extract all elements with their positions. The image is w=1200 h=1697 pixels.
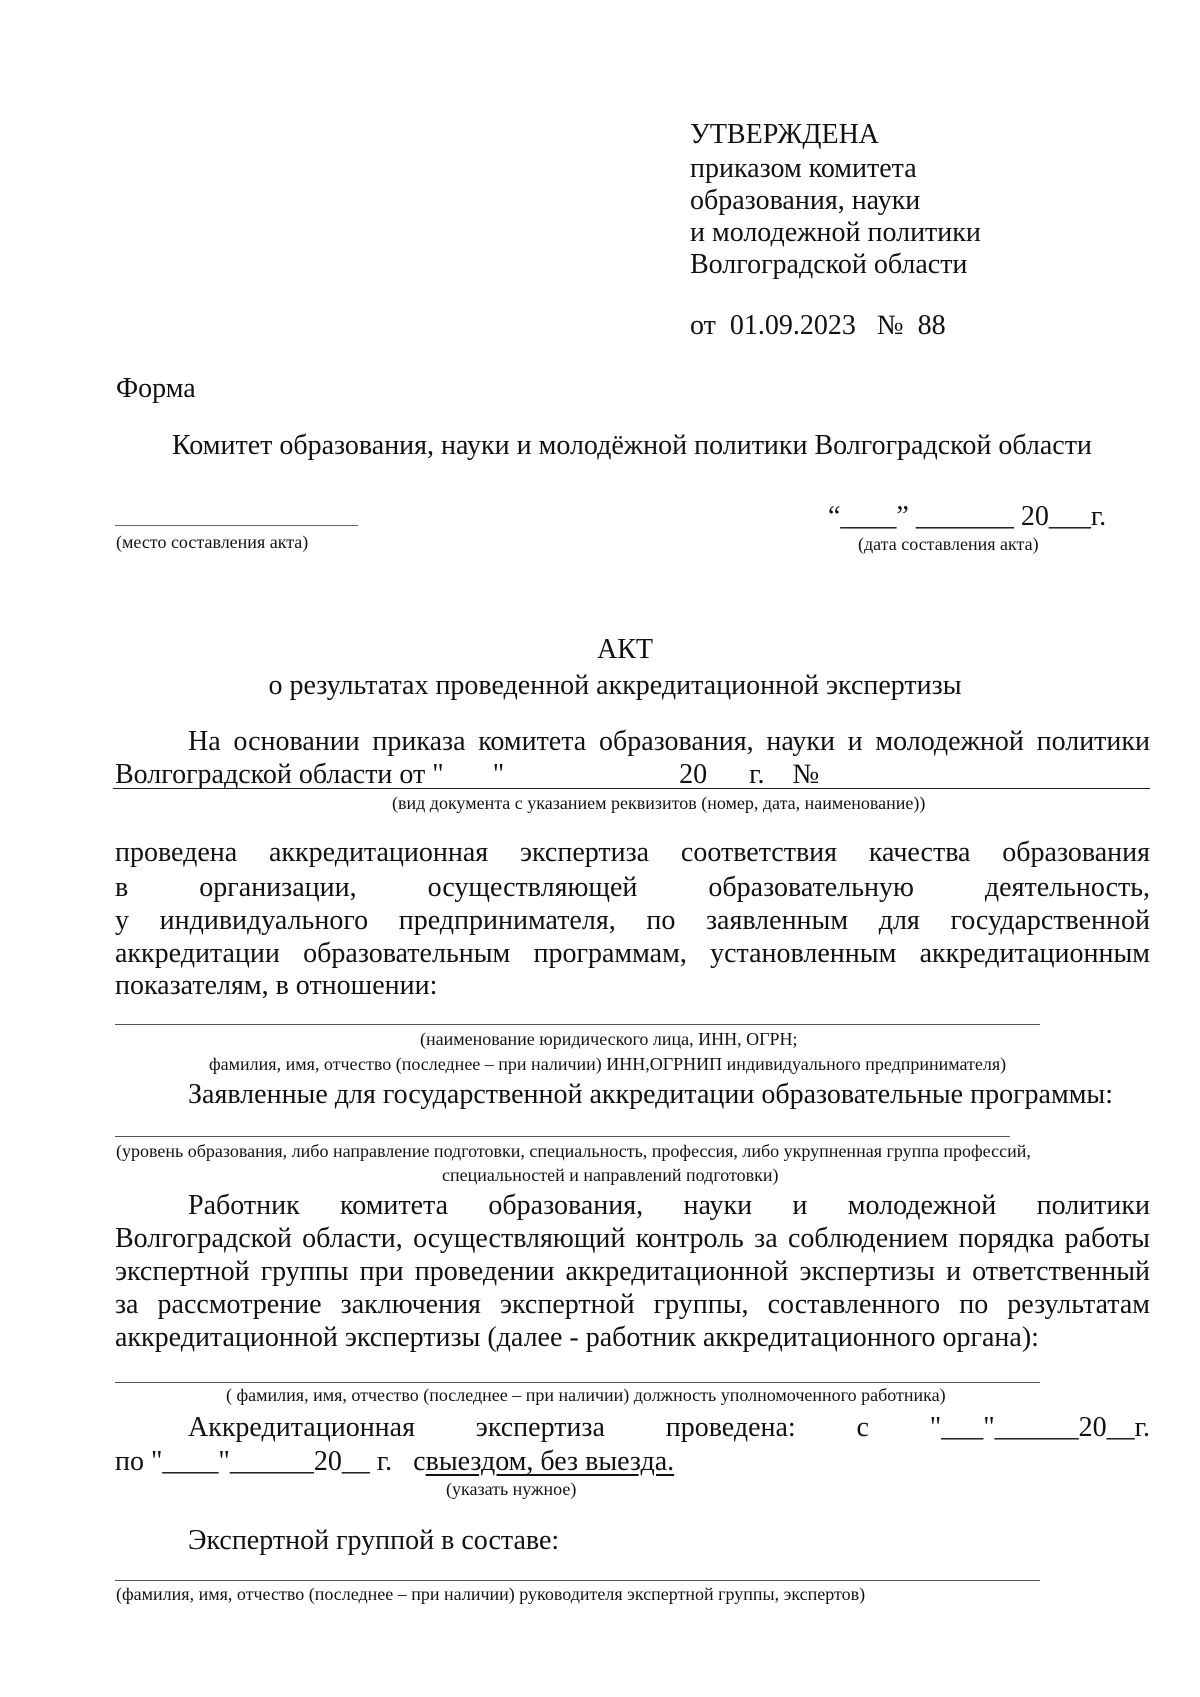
worker-line-4: за рассмотрение заключения экспертной группы, составленного по результатам xyxy=(115,1289,1150,1320)
period-line-2 xyxy=(115,1446,674,1478)
basis-line-2: Волгоградской области от " " 20 г. № xyxy=(115,759,820,790)
period-line-1: Аккредитационная экспертиза проведена: с "___"______20__г. xyxy=(188,1412,1150,1443)
entity-field-line xyxy=(115,1024,1040,1025)
basis-line-1: На основании приказа комитета образования, науки и молодежной политики xyxy=(188,726,1150,757)
worker-field-line xyxy=(115,1382,1040,1383)
worker-line-1: Работник комитета образования, науки и молодежной политики xyxy=(188,1190,1150,1221)
date-caption: (дата составления акта) xyxy=(858,534,1039,554)
paragraph-1-line-1: проведена аккредитационная экспертиза соответствия качества образования xyxy=(115,837,1150,868)
basis-caption: (вид документа с указанием реквизитов (номер, дата, наименование)) xyxy=(392,793,926,813)
approval-line-4: Волгоградской области xyxy=(690,249,968,280)
paragraph-1-line-3: у индивидуального предпринимателя, по заявленным для государственной xyxy=(115,905,1150,936)
approval-line-1: приказом комитета xyxy=(690,153,917,184)
worker-line-5: аккредитационной экспертизы (далее - работник аккредитационного органа): xyxy=(115,1322,1039,1353)
programs-heading: Заявленные для государственной аккредитации образовательные программы: xyxy=(188,1079,1114,1110)
period-dates: по "____"______20__ г. с xyxy=(115,1446,426,1477)
worker-line-3: экспертной группы при проведении аккредитационной экспертизы и ответственный xyxy=(115,1256,1150,1287)
entity-caption-line-1: (наименование юридического лица, ИНН, ОГРН; xyxy=(420,1029,798,1049)
act-title: АКТ xyxy=(597,634,653,665)
entity-caption-line-2: фамилия, имя, отчество (последнее – при наличии) ИНН,ОГРНИП индивидуального предпринимателя) xyxy=(209,1054,1007,1074)
experts-caption: (фамилия, имя, отчество (последнее – при наличии) руководителя экспертной группы, экспертов) xyxy=(116,1584,866,1604)
experts-field-line xyxy=(115,1580,1040,1581)
experts-heading: Экспертной группой в составе: xyxy=(188,1525,560,1556)
paragraph-1-line-4: аккредитации образовательным программам, установленным аккредитационным xyxy=(115,938,1150,969)
place-caption: (место составления акта) xyxy=(116,532,309,552)
approval-date-number: от 01.09.2023 № 88 xyxy=(690,310,946,341)
place-field-line xyxy=(115,525,358,526)
paragraph-1-line-5: показателям, в отношении: xyxy=(115,970,438,1001)
worker-caption: ( фамилия, имя, отчество (последнее – при наличии) должность уполномоченного работника) xyxy=(226,1385,946,1405)
approval-title: УТВЕРЖДЕНА xyxy=(690,119,880,150)
period-mode: выездом, без выезда. xyxy=(425,1446,675,1477)
approval-line-2: образования, науки xyxy=(690,185,921,216)
programs-field-line xyxy=(115,1136,1010,1137)
period-caption: (указать нужное) xyxy=(446,1479,577,1499)
date-field: “____” _______ 20___г. xyxy=(828,501,1107,532)
act-subtitle: о результатах проведенной аккредитационной экспертизы xyxy=(268,670,962,701)
committee-name: Комитет образования, науки и молодёжной политики Волгоградской области xyxy=(172,430,1092,461)
programs-caption-line-1: (уровень образования, либо направление подготовки, специальность, профессия, либо укрупненная группа профессий, xyxy=(116,1141,1031,1161)
basis-field-line xyxy=(113,788,1150,789)
worker-line-2: Волгоградской области, осуществляющий контроль за соблюдением порядка работы xyxy=(115,1223,1150,1254)
form-label: Форма xyxy=(116,373,196,404)
programs-caption-line-2: специальностей и направлений подготовки) xyxy=(442,1165,779,1185)
paragraph-1-line-2: в организации, осуществляющей образовательную деятельность, xyxy=(115,872,1150,903)
approval-line-3: и молодежной политики xyxy=(690,217,981,248)
